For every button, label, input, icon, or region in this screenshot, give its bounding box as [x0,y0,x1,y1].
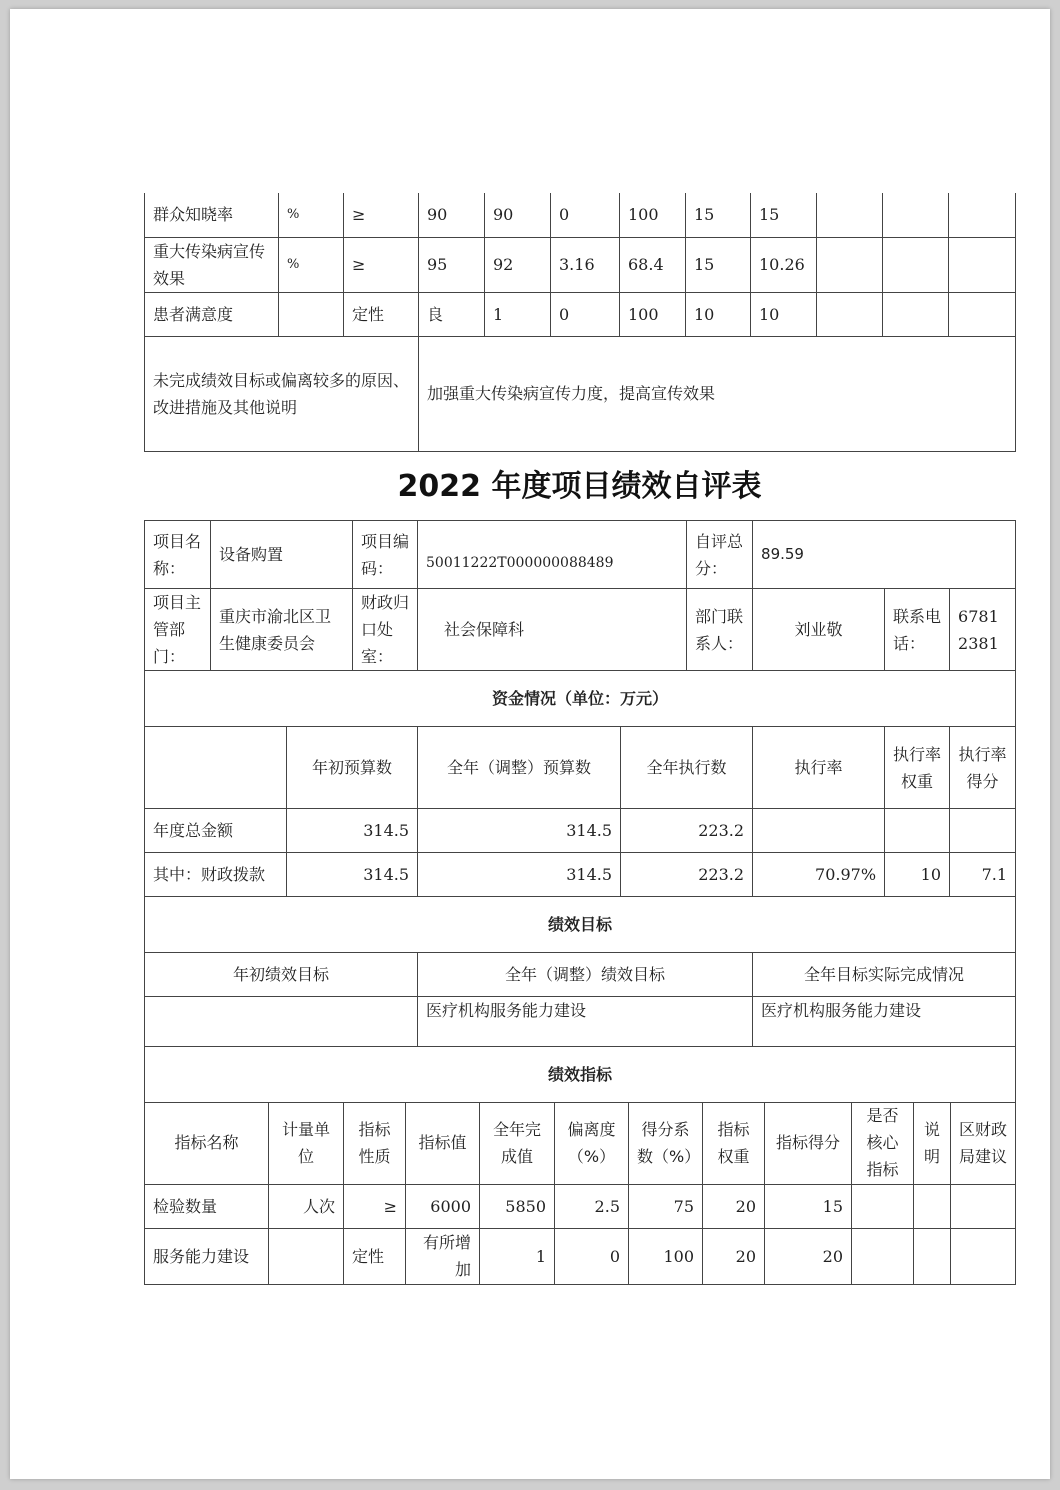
header-adjusted-budget: 全年（调整）预算数 [418,727,621,809]
empty-cell [883,237,949,292]
initial-goal [145,997,418,1047]
indicator-actual: 92 [485,237,551,292]
header-nature: 指标性质 [344,1102,406,1184]
indicator-target: 有所增加 [406,1228,480,1284]
info-row [145,521,1016,589]
funds-row-label: 年度总金额 [145,809,287,853]
indicator-coef: 68.4 [620,237,686,292]
indicator-unit: 人次 [269,1184,344,1228]
indicator-deviation: 0 [551,193,620,237]
funds-initial: 314.5 [287,809,418,853]
indicator-deviation: 3.16 [551,237,620,292]
header-target: 指标值 [406,1102,480,1184]
empty-cell [145,727,287,809]
header-initial-goal: 年初绩效目标 [145,953,418,997]
empty-cell [883,193,949,237]
indicator-weight: 20 [703,1184,765,1228]
indicator-coef: 75 [629,1184,703,1228]
header-deviation: 偏离度（%） [555,1102,629,1184]
indicator-nature: ≥ [344,1184,406,1228]
header-note: 说明 [914,1102,951,1184]
contact-label: 部门联系人： [687,589,753,671]
header-rate-score: 执行率得分 [950,727,1016,809]
funds-adjusted: 314.5 [418,853,621,897]
indicator-score: 15 [765,1184,852,1228]
indicator-core [852,1184,914,1228]
header-weight: 指标权重 [703,1102,765,1184]
funds-section-title: 资金情况（单位：万元） [145,671,1016,727]
self-score: 89.59 [753,521,1016,589]
self-score-label: 自评总分： [687,521,753,589]
funds-row [145,853,1016,897]
table-row [145,1184,1016,1228]
table-row [145,193,1016,237]
self-evaluation-table [144,520,1016,1103]
header-adjusted-goal: 全年（调整）绩效目标 [418,953,753,997]
empty-cell [949,193,1016,237]
indicator-nature: ≥ [344,193,419,237]
goals-row [145,997,1016,1047]
header-coef: 得分系数（%） [629,1102,703,1184]
indicator-score: 20 [765,1228,852,1284]
indicator-note [914,1228,951,1284]
section-row [145,1047,1016,1103]
project-name: 设备购置 [211,521,353,589]
indicator-coef: 100 [620,292,686,336]
indicator-weight: 15 [686,193,751,237]
empty-cell [949,237,1016,292]
indicator-unit [269,1228,344,1284]
indicator-score: 15 [751,193,817,237]
indicators-table [144,1102,1016,1285]
indicator-unit: % [279,193,344,237]
info-row [145,589,1016,671]
finance-label: 财政归口处室： [353,589,418,671]
header-indicator-name: 指标名称 [145,1102,269,1184]
indicator-advice [951,1228,1016,1284]
indicator-name: 检验数量 [145,1184,269,1228]
adjusted-goal: 医疗机构服务能力建设 [418,997,753,1047]
indicator-target: 90 [419,193,485,237]
indicator-name: 群众知晓率 [145,193,279,237]
funds-score [950,809,1016,853]
project-code: 50011222T000000088489 [418,521,687,589]
empty-cell [883,292,949,336]
indicator-coef: 100 [620,193,686,237]
remark-row [145,336,1016,451]
header-rate-weight: 执行率权重 [885,727,950,809]
indicator-target: 6000 [406,1184,480,1228]
indicator-note [914,1184,951,1228]
phone: 67812381 [950,589,1016,671]
header-goal-completion: 全年目标实际完成情况 [753,953,1016,997]
empty-cell [817,193,883,237]
indicator-unit: % [279,237,344,292]
contact-person: 刘业敬 [753,589,885,671]
header-unit: 计量单位 [269,1102,344,1184]
indicators-header-row [145,1102,1016,1184]
empty-cell [817,292,883,336]
indicator-continuation-table [144,193,1016,452]
section-row [145,897,1016,953]
funds-score: 7.1 [950,853,1016,897]
indicator-name: 重大传染病宣传效果 [145,237,279,292]
indicator-name: 患者满意度 [145,292,279,336]
funds-rate [753,809,885,853]
indicator-deviation: 2.5 [555,1184,629,1228]
indicator-nature: ≥ [344,237,419,292]
indicator-actual: 1 [480,1228,555,1284]
funds-weight: 10 [885,853,950,897]
indicator-deviation: 0 [551,292,620,336]
indicator-nature: 定性 [344,1228,406,1284]
indicator-weight: 10 [686,292,751,336]
table-row [145,292,1016,336]
goals-header-row [145,953,1016,997]
header-core: 是否核心指标 [852,1102,914,1184]
indicator-weight: 20 [703,1228,765,1284]
indicator-advice [951,1184,1016,1228]
header-advice: 区财政局建议 [951,1102,1016,1184]
funds-row [145,809,1016,853]
indicator-name: 服务能力建设 [145,1228,269,1284]
indicators-section-title: 绩效指标 [145,1047,1016,1103]
indicator-target: 95 [419,237,485,292]
table-row [145,1228,1016,1284]
funds-adjusted: 314.5 [418,809,621,853]
indicator-score: 10.26 [751,237,817,292]
goal-completion: 医疗机构服务能力建设 [753,997,1016,1047]
indicator-target: 良 [419,292,485,336]
funds-header-row [145,727,1016,809]
indicator-actual: 5850 [480,1184,555,1228]
header-score: 指标得分 [765,1102,852,1184]
indicator-actual: 1 [485,292,551,336]
document-page [10,9,1050,1479]
indicator-weight: 15 [686,237,751,292]
table-row [145,237,1016,292]
finance-office: 社会保障科 [418,589,687,671]
header-rate: 执行率 [753,727,885,809]
header-executed: 全年执行数 [621,727,753,809]
empty-cell [949,292,1016,336]
indicator-core [852,1228,914,1284]
dept: 重庆市渝北区卫生健康委员会 [211,589,353,671]
remark-label: 未完成绩效目标或偏离较多的原因、改进措施及其他说明 [145,336,419,451]
project-code-label: 项目编码： [353,521,418,589]
phone-label: 联系电话： [885,589,950,671]
funds-executed: 223.2 [621,853,753,897]
indicator-deviation: 0 [555,1228,629,1284]
funds-initial: 314.5 [287,853,418,897]
indicator-score: 10 [751,292,817,336]
funds-executed: 223.2 [621,809,753,853]
dept-label: 项目主管部门： [145,589,211,671]
funds-row-label: 其中：财政拨款 [145,853,287,897]
section-row [145,671,1016,727]
project-name-label: 项目名称： [145,521,211,589]
remark-value: 加强重大传染病宣传力度，提高宣传效果 [419,336,1016,451]
indicator-actual: 90 [485,193,551,237]
goals-section-title: 绩效目标 [145,897,1016,953]
funds-weight [885,809,950,853]
empty-cell [817,237,883,292]
page-title: 2022 年度项目绩效自评表 [397,469,762,504]
indicator-unit [279,292,344,336]
header-actual: 全年完成值 [480,1102,555,1184]
indicator-coef: 100 [629,1228,703,1284]
funds-rate: 70.97% [753,853,885,897]
indicator-nature: 定性 [344,292,419,336]
header-initial-budget: 年初预算数 [287,727,418,809]
